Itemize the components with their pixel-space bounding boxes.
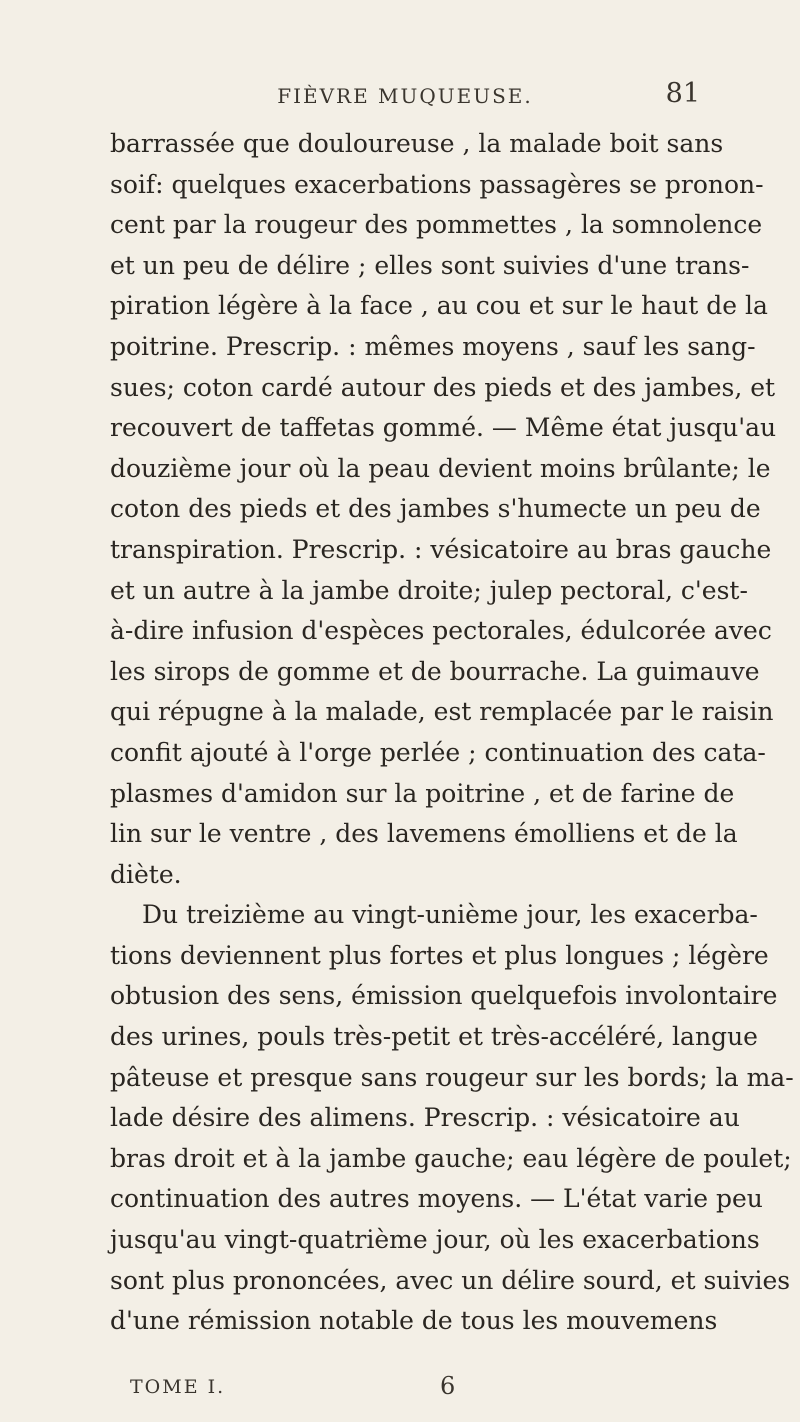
text-line: plasmes d'amidon sur la poitrine , et de farine de: [110, 778, 735, 808]
text-line: lin sur le ventre , des lavemens émolliens et de la: [110, 819, 738, 849]
text-line: cent par la rougeur des pommettes , la somnolence: [110, 210, 763, 240]
signature-mark: TOME I.: [130, 1376, 226, 1398]
text-line: à-dire infusion d'espèces pectorales, édulcorée avec: [110, 616, 772, 646]
running-title: FIÈVRE MUQUEUSE.: [277, 84, 533, 108]
text-line: barrassée que douloureuse , la malade boit sans: [110, 129, 724, 158]
text-line: sont plus prononcées, avec un délire sourd, et suivies: [110, 1265, 791, 1295]
text-line: obtusion des sens, émission quelquefois involontaire: [110, 981, 778, 1011]
page-footer: [130, 1372, 690, 1412]
text-line: et un autre à la jambe droite; julep pectoral, c'est-: [110, 575, 748, 605]
text-line: recouvert de taffetas gommé. — Même état jusqu'au: [110, 413, 777, 443]
text-line: poitrine. Prescrip. : mêmes moyens , sauf les sang-: [110, 331, 756, 361]
text-line: continuation des autres moyens. — L'état varie peu: [110, 1184, 763, 1214]
signature-number: 6: [440, 1372, 456, 1400]
text-line: soif: quelques exacerbations passagères se pronon-: [110, 169, 764, 199]
text-line: diète.: [110, 859, 182, 889]
paragraph: [110, 124, 777, 895]
text-line: sues; coton cardé autour des pieds et des jambes, et: [110, 372, 776, 402]
text-line: pâteuse et presque sans rougeur sur les bords; la ma-: [110, 1062, 794, 1092]
text-line: coton des pieds et des jambes s'humecte un peu de: [110, 494, 761, 524]
paragraph: [110, 895, 794, 1342]
text-line: d'une rémission notable de tous les mouvemens: [110, 1306, 718, 1336]
text-line: piration légère à la face , au cou et sur le haut de la: [110, 291, 768, 321]
text-line: confit ajouté à l'orge perlée ; continuation des cata-: [110, 737, 766, 767]
text-line: douzième jour où la peau devient moins brûlante; le: [110, 453, 771, 483]
text-line: et un peu de délire ; elles sont suivies d'une trans-: [110, 250, 750, 280]
text-line: Du treizième au vingt-unième jour, les exacerba-: [142, 900, 758, 930]
text-line: qui répugne à la malade, est remplacée par le raisin: [110, 697, 774, 727]
text-line: lade désire des alimens. Prescrip. : vésicatoire au: [110, 1103, 740, 1133]
text-line: les sirops de gomme et de bourrache. La guimauve: [110, 656, 760, 686]
page-header: [110, 78, 700, 118]
text-line: tions deviennent plus fortes et plus longues ; légère: [110, 940, 769, 970]
page-number: 81: [665, 78, 700, 109]
body-text: [110, 124, 794, 1342]
text-line: bras droit et à la jambe gauche; eau légère de poulet;: [110, 1143, 792, 1173]
text-line: des urines, pouls très-petit et très-accéléré, langue: [110, 1022, 758, 1052]
text-line: jusqu'au vingt-quatrième jour, où les exacerbations: [110, 1225, 760, 1255]
text-line: transpiration. Prescrip. : vésicatoire au bras gauche: [110, 534, 772, 564]
